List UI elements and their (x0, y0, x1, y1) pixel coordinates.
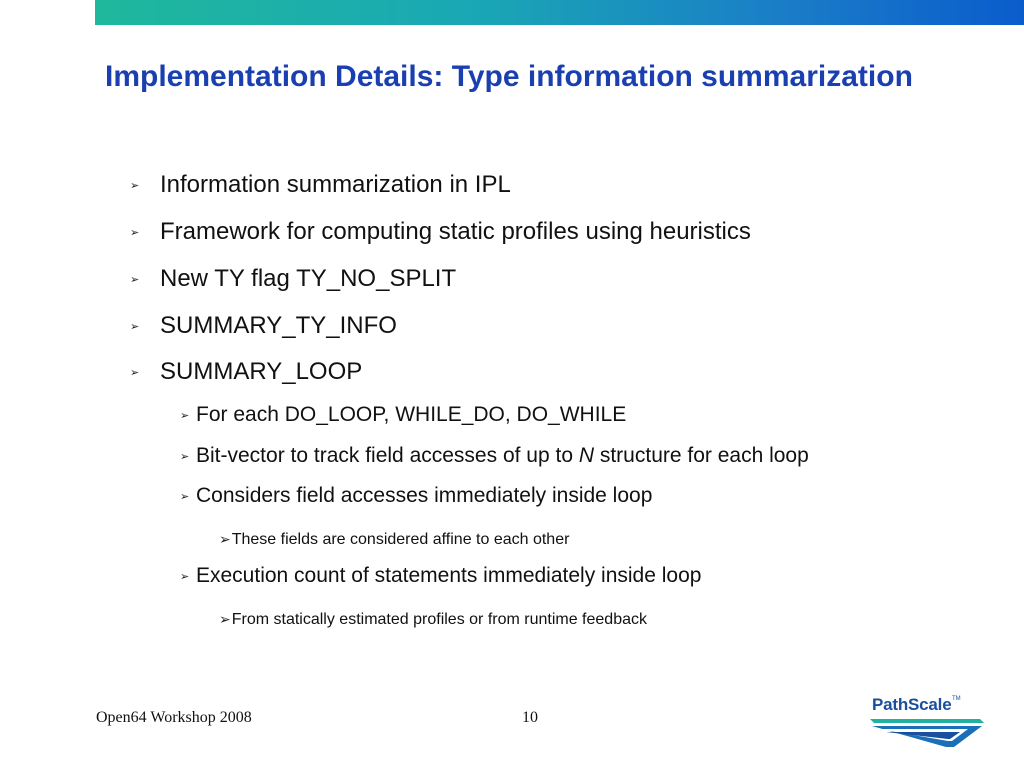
arrow-bullet-icon: ➢ (180, 571, 190, 583)
page-number: 10 (522, 709, 538, 726)
arrow-bullet-icon: ➢ (130, 180, 140, 192)
arrow-bullet-icon: ➢ (219, 611, 231, 627)
sub-sub-bullet-text: From statically estimated profiles or from runtime feedback (231, 611, 647, 628)
bullet-item (130, 218, 751, 246)
arrow-bullet-icon: ➢ (180, 491, 190, 503)
bullet-item (130, 265, 457, 293)
arrow-bullet-icon: ➢ (219, 531, 231, 547)
bullet-item (130, 171, 511, 199)
logo-trademark: TM (952, 696, 961, 702)
sub-bullet-item (180, 403, 627, 427)
bullet-text: SUMMARY_TY_INFO (160, 312, 397, 339)
bullet-text: SUMMARY_LOOP (160, 358, 363, 385)
bullet-text: Information summarization in IPL (160, 171, 511, 198)
sub-bullet-text: Considers field accesses immediately inside loop (196, 484, 653, 507)
footer-event-name: Open64 Workshop 2008 (96, 709, 252, 726)
bullet-item (130, 312, 397, 340)
header-gradient-bar (95, 0, 1024, 25)
bullet-text: Framework for computing static profiles using heuristics (160, 218, 751, 245)
sub-bullet-text: For each DO_LOOP, WHILE_DO, DO_WHILE (196, 403, 627, 426)
arrow-bullet-icon: ➢ (130, 367, 140, 379)
sub-sub-bullet-item (219, 611, 647, 629)
sub-bullet-text: Execution count of statements immediately inside loop (196, 564, 702, 587)
arrow-bullet-icon: ➢ (130, 274, 140, 286)
arrow-bullet-icon: ➢ (180, 451, 190, 463)
sub-bullet-text-end: structure for each loop (594, 444, 809, 467)
pathscale-logo (868, 695, 988, 751)
sub-sub-bullet-text: These fields are considered affine to each other (231, 531, 570, 548)
sub-bullet-item (180, 444, 809, 468)
sub-bullet-text-variable: N (578, 444, 595, 467)
bullet-item (130, 358, 363, 386)
logo-wave-icon (868, 695, 988, 751)
arrow-bullet-icon: ➢ (130, 227, 140, 239)
arrow-bullet-icon: ➢ (180, 410, 190, 422)
bullet-text: New TY flag TY_NO_SPLIT (160, 265, 457, 292)
sub-bullet-item (180, 484, 653, 508)
sub-bullet-item (180, 564, 702, 588)
sub-bullet-text-start: Bit-vector to track field accesses of up to (196, 444, 579, 467)
sub-sub-bullet-item (219, 531, 569, 549)
logo-text: PathScale (872, 695, 952, 714)
arrow-bullet-icon: ➢ (130, 321, 140, 333)
slide-title: Implementation Details: Type information summarization (105, 60, 913, 93)
